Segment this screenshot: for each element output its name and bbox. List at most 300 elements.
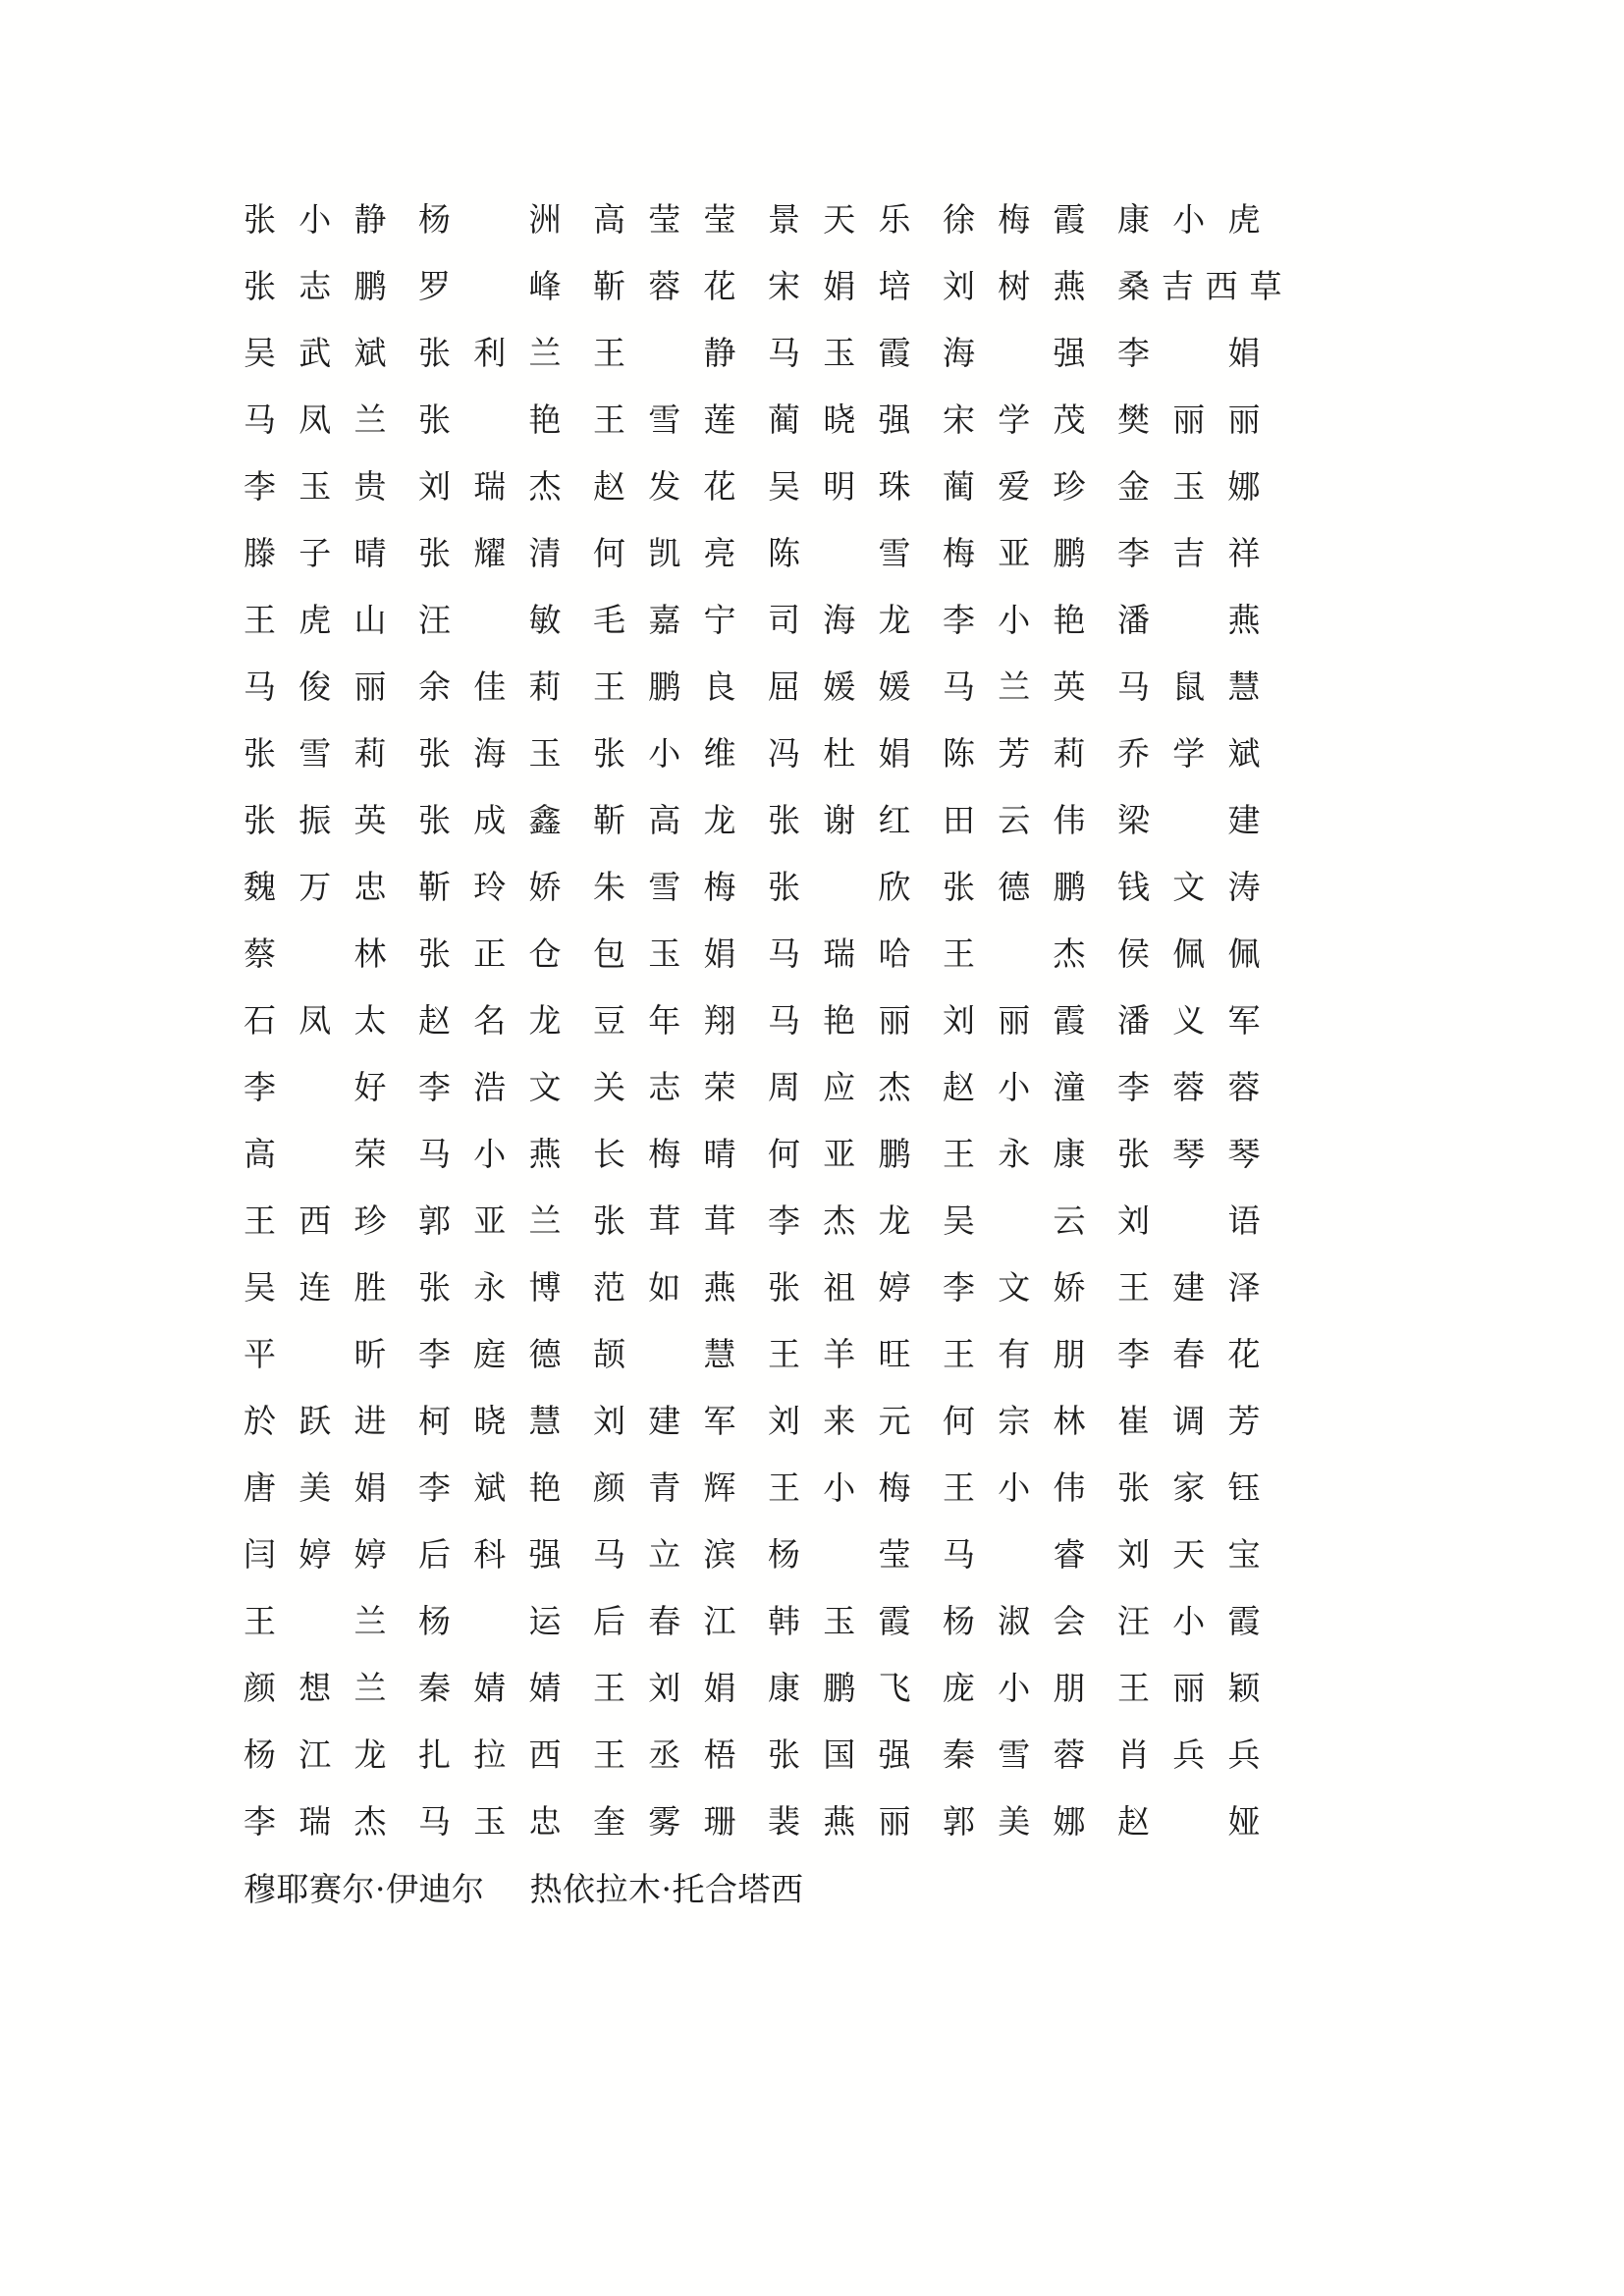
name-cell: [244, 1054, 418, 1121]
name-text: 豆年翔: [593, 1001, 736, 1040]
name-cell: [244, 1388, 418, 1455]
name-text: 赵名龙: [418, 1001, 562, 1040]
name-cell: [244, 721, 418, 787]
name-text: 赵娅: [1117, 1802, 1261, 1841]
name-text: 冯杜娟: [768, 734, 911, 773]
name-cell: [768, 1522, 943, 1588]
name-cell: [1117, 1588, 1294, 1655]
name-cell: [244, 1522, 418, 1588]
name-cell: [418, 1522, 593, 1588]
name-text: 肖兵兵: [1117, 1735, 1261, 1774]
name-text: 石凤太: [244, 1001, 387, 1040]
name-cell: [593, 1121, 768, 1188]
name-text: 唐美娟: [244, 1468, 387, 1507]
name-cell: [593, 1655, 768, 1722]
name-text: 马艳丽: [768, 1001, 911, 1040]
name-cell: [418, 454, 593, 520]
name-cell: [943, 1188, 1117, 1255]
name-cell: [418, 1789, 593, 1855]
name-text: 张海玉: [418, 734, 562, 773]
name-cell: [768, 787, 943, 854]
name-cell: [768, 988, 943, 1054]
table-row: [244, 1255, 1294, 1321]
name-text: 何宗林: [943, 1402, 1086, 1440]
name-cell: [943, 1522, 1117, 1588]
name-text: 范如燕: [593, 1268, 736, 1307]
name-cell: [943, 1388, 1117, 1455]
name-cell: [1117, 787, 1294, 854]
name-text: 朱雪梅: [593, 868, 736, 906]
name-text: 蔺晓强: [768, 400, 911, 439]
name-cell: [418, 587, 593, 654]
name-cell: [1117, 1388, 1294, 1455]
name-cell: [768, 454, 943, 520]
name-cell: [418, 1054, 593, 1121]
table-row: [244, 1054, 1294, 1121]
table-row: [244, 1522, 1294, 1588]
name-text: 潘燕: [1117, 601, 1261, 639]
name-text: 樊丽丽: [1117, 400, 1261, 439]
name-cell: [943, 587, 1117, 654]
name-cell: [1117, 1255, 1294, 1321]
name-text: 马玉霞: [768, 334, 911, 372]
name-cell: [768, 1388, 943, 1455]
name-cell: [244, 654, 418, 721]
name-text: 张小静: [244, 200, 387, 239]
name-text: 张茸茸: [593, 1201, 736, 1240]
name-text: 罗峰: [418, 267, 562, 305]
table-row-footer: [244, 1855, 1294, 1924]
name-text: 张振英: [244, 801, 387, 839]
name-cell: [1117, 387, 1294, 454]
table-row: [244, 1455, 1294, 1522]
name-text: 王建泽: [1117, 1268, 1261, 1307]
table-row: [244, 654, 1294, 721]
name-text: 高荣: [244, 1135, 387, 1173]
name-cell: [244, 1588, 418, 1655]
name-cell: [768, 654, 943, 721]
name-text: 李春花: [1117, 1335, 1261, 1373]
footer-names-cell: [244, 1855, 1294, 1924]
name-cell: [418, 387, 593, 454]
name-cell: [943, 520, 1117, 587]
name-text: 颉慧: [593, 1335, 736, 1373]
name-text: 秦雪蓉: [943, 1735, 1086, 1774]
name-cell: [593, 520, 768, 587]
name-text: 吴明珠: [768, 467, 911, 506]
name-text: 吴云: [943, 1201, 1086, 1240]
name-cell: [244, 1188, 418, 1255]
name-text: 李蓉蓉: [1117, 1068, 1261, 1106]
name-cell: [418, 854, 593, 921]
name-cell: [768, 187, 943, 253]
table-row: [244, 787, 1294, 854]
table-row: [244, 520, 1294, 587]
name-text: 田云伟: [943, 801, 1086, 839]
name-cell: [1117, 854, 1294, 921]
name-cell: [943, 1789, 1117, 1855]
name-cell: [244, 1455, 418, 1522]
name-cell: [593, 921, 768, 988]
table-row: [244, 1655, 1294, 1722]
name-cell: [943, 1255, 1117, 1321]
name-text: 颜青辉: [593, 1468, 736, 1507]
name-cell: [1117, 187, 1294, 253]
table-row: [244, 1121, 1294, 1188]
name-cell: [244, 454, 418, 520]
name-cell: [593, 253, 768, 320]
name-text: 潘义军: [1117, 1001, 1261, 1040]
name-text: 包玉娟: [593, 934, 736, 973]
name-cell: [593, 454, 768, 520]
name-text: 蔡林: [244, 934, 387, 973]
name-text: 张欣: [768, 868, 911, 906]
name-text: 宋娟培: [768, 267, 911, 305]
name-text: 梅亚鹏: [943, 534, 1086, 572]
name-text: 李斌艳: [418, 1468, 562, 1507]
name-cell: [418, 1722, 593, 1789]
name-text: 马玉忠: [418, 1802, 562, 1841]
name-text: 钱文涛: [1117, 868, 1261, 906]
name-text: 刘瑞杰: [418, 467, 562, 506]
name-text: 何凯亮: [593, 534, 736, 572]
name-cell: [1117, 1522, 1294, 1588]
name-cell: [593, 854, 768, 921]
name-text: 杨运: [418, 1602, 562, 1640]
name-text: 汪敏: [418, 601, 562, 639]
name-cell: [768, 1588, 943, 1655]
name-text: 赵小潼: [943, 1068, 1086, 1106]
table-row: [244, 587, 1294, 654]
name-text: 刘丽霞: [943, 1001, 1086, 1040]
name-cell: [593, 1255, 768, 1321]
name-text: 靳玲娇: [418, 868, 562, 906]
name-text: 张耀清: [418, 534, 562, 572]
name-text: 李文娇: [943, 1268, 1086, 1307]
name-cell: [1117, 1121, 1294, 1188]
name-text: 马鼠慧: [1117, 667, 1261, 706]
name-cell: [244, 1321, 418, 1388]
name-text: 靳高龙: [593, 801, 736, 839]
name-cell: [1117, 1789, 1294, 1855]
name-cell: [244, 587, 418, 654]
name-text: 海强: [943, 334, 1086, 372]
name-cell: [418, 787, 593, 854]
name-text: 梁建: [1117, 801, 1261, 839]
name-text: 李好: [244, 1068, 387, 1106]
name-text: 余佳莉: [418, 667, 562, 706]
table-row: [244, 1321, 1294, 1388]
table-row: [244, 721, 1294, 787]
table-row: [244, 387, 1294, 454]
name-cell: [593, 1588, 768, 1655]
name-cell: [593, 787, 768, 854]
name-cell: [768, 1255, 943, 1321]
table-row: [244, 1722, 1294, 1789]
name-cell: [418, 921, 593, 988]
name-cell: [418, 1121, 593, 1188]
name-text: 李吉祥: [1117, 534, 1261, 572]
name-text: 侯佩佩: [1117, 934, 1261, 973]
name-text: 扎拉西: [418, 1735, 562, 1774]
name-cell: [1117, 454, 1294, 520]
name-cell: [244, 921, 418, 988]
name-cell: [593, 1054, 768, 1121]
name-cell: [1117, 1054, 1294, 1121]
name-cell: [593, 320, 768, 387]
name-text: 张艳: [418, 400, 562, 439]
name-cell: [943, 921, 1117, 988]
table-row: [244, 1388, 1294, 1455]
name-cell: [1117, 320, 1294, 387]
name-text: 汪小霞: [1117, 1602, 1261, 1640]
name-text: 王雪莲: [593, 400, 736, 439]
name-cell: [244, 1789, 418, 1855]
name-cell: [1117, 1321, 1294, 1388]
name-text: 韩玉霞: [768, 1602, 911, 1640]
name-cell: [1117, 253, 1294, 320]
name-text: 李浩文: [418, 1068, 562, 1106]
name-text: 杨淑会: [943, 1602, 1086, 1640]
table-row: [244, 1789, 1294, 1855]
name-text: 毛嘉宁: [593, 601, 736, 639]
name-cell: [768, 1321, 943, 1388]
name-text: 马俊丽: [244, 667, 387, 706]
footer-name-2: 热依拉木·托合塔西: [529, 1870, 804, 1908]
name-text: 庞小朋: [943, 1669, 1086, 1707]
table-row: [244, 854, 1294, 921]
name-text: 金玉娜: [1117, 467, 1261, 506]
name-cell: [593, 988, 768, 1054]
name-text: 康小虎: [1117, 200, 1261, 239]
name-text: 高莹莹: [593, 200, 736, 239]
name-text: 李瑞杰: [244, 1802, 387, 1841]
name-cell: [768, 320, 943, 387]
name-text: 张家钰: [1117, 1468, 1261, 1507]
name-cell: [418, 520, 593, 587]
name-text: 周应杰: [768, 1068, 911, 1106]
name-cell: [943, 1455, 1117, 1522]
name-cell: [1117, 654, 1294, 721]
name-text: 赵发花: [593, 467, 736, 506]
name-text: 陈雪: [768, 534, 911, 572]
table-row: [244, 1588, 1294, 1655]
name-text: 张永博: [418, 1268, 562, 1307]
name-cell: [418, 253, 593, 320]
name-text: 郭美娜: [943, 1802, 1086, 1841]
name-roster-table: [244, 187, 1294, 1924]
name-text: 司海龙: [768, 601, 911, 639]
name-cell: [418, 1655, 593, 1722]
name-cell: [418, 187, 593, 253]
name-cell: [244, 187, 418, 253]
name-text: 张雪莉: [244, 734, 387, 773]
name-text: 王丞梧: [593, 1735, 736, 1774]
name-text: 李杰龙: [768, 1201, 911, 1240]
name-text: 陈芳莉: [943, 734, 1086, 773]
name-cell: [244, 253, 418, 320]
name-text: 於跃进: [244, 1402, 387, 1440]
name-cell: [768, 1789, 943, 1855]
name-text: 李庭德: [418, 1335, 562, 1373]
name-cell: [943, 988, 1117, 1054]
name-text: 滕子晴: [244, 534, 387, 572]
name-text: 桑吉西草: [1117, 267, 1282, 305]
name-text: 马小燕: [418, 1135, 562, 1173]
name-cell: [244, 854, 418, 921]
name-cell: [943, 854, 1117, 921]
name-text: 王西珍: [244, 1201, 387, 1240]
name-cell: [943, 253, 1117, 320]
name-text: 刘树燕: [943, 267, 1086, 305]
name-cell: [593, 1455, 768, 1522]
name-text: 王虎山: [244, 601, 387, 639]
table-row: [244, 253, 1294, 320]
name-cell: [943, 1321, 1117, 1388]
table-row: [244, 921, 1294, 988]
name-text: 魏万忠: [244, 868, 387, 906]
name-cell: [593, 654, 768, 721]
name-text: 杨洲: [418, 200, 562, 239]
name-cell: [943, 787, 1117, 854]
name-text: 李玉贵: [244, 467, 387, 506]
name-text: 后科强: [418, 1535, 562, 1574]
name-cell: [593, 721, 768, 787]
name-text: 马睿: [943, 1535, 1086, 1574]
name-text: 杨莹: [768, 1535, 911, 1574]
name-cell: [943, 320, 1117, 387]
name-text: 马瑞哈: [768, 934, 911, 973]
name-cell: [418, 1188, 593, 1255]
name-text: 何亚鹏: [768, 1135, 911, 1173]
name-cell: [1117, 1722, 1294, 1789]
table-row: [244, 988, 1294, 1054]
name-text: 吴连胜: [244, 1268, 387, 1307]
name-text: 后春江: [593, 1602, 736, 1640]
name-cell: [1117, 988, 1294, 1054]
table-row: [244, 187, 1294, 253]
name-cell: [768, 921, 943, 988]
name-text: 蔺爱珍: [943, 467, 1086, 506]
name-text: 李小艳: [943, 601, 1086, 639]
name-cell: [593, 1789, 768, 1855]
name-cell: [593, 187, 768, 253]
name-text: 王鹏良: [593, 667, 736, 706]
name-cell: [768, 253, 943, 320]
name-text: 王刘娟: [593, 1669, 736, 1707]
name-cell: [1117, 587, 1294, 654]
name-text: 王羊旺: [768, 1335, 911, 1373]
name-text: 吴武斌: [244, 334, 387, 372]
name-text: 柯晓慧: [418, 1402, 562, 1440]
table-row: [244, 454, 1294, 520]
name-cell: [418, 654, 593, 721]
name-text: 徐梅霞: [943, 200, 1086, 239]
name-text: 秦婧婧: [418, 1669, 562, 1707]
name-cell: [1117, 1188, 1294, 1255]
name-cell: [418, 721, 593, 787]
name-cell: [943, 387, 1117, 454]
name-text: 靳蓉花: [593, 267, 736, 305]
name-text: 刘天宝: [1117, 1535, 1261, 1574]
name-cell: [943, 1121, 1117, 1188]
name-text: 张祖婷: [768, 1268, 911, 1307]
name-text: 颜想兰: [244, 1669, 387, 1707]
table-row: [244, 320, 1294, 387]
name-text: 刘来元: [768, 1402, 911, 1440]
name-roster-body: [244, 187, 1294, 1924]
name-text: 乔学斌: [1117, 734, 1261, 773]
name-text: 王兰: [244, 1602, 387, 1640]
name-cell: [943, 1588, 1117, 1655]
name-cell: [244, 520, 418, 587]
name-cell: [768, 854, 943, 921]
name-cell: [768, 721, 943, 787]
name-text: 张德鹏: [943, 868, 1086, 906]
name-text: 王杰: [943, 934, 1086, 973]
name-text: 张琴琴: [1117, 1135, 1261, 1173]
name-cell: [593, 1388, 768, 1455]
footer-name-1: 穆耶赛尔·伊迪尔: [244, 1870, 485, 1908]
name-cell: [593, 1522, 768, 1588]
name-text: 张正仓: [418, 934, 562, 973]
name-text: 景天乐: [768, 200, 911, 239]
name-text: 张成鑫: [418, 801, 562, 839]
name-cell: [244, 1121, 418, 1188]
name-text: 马兰英: [943, 667, 1086, 706]
name-cell: [943, 654, 1117, 721]
name-cell: [768, 1188, 943, 1255]
name-text: 康鹏飞: [768, 1669, 911, 1707]
name-text: 郭亚兰: [418, 1201, 562, 1240]
name-text: 张小维: [593, 734, 736, 773]
name-text: 闫婷婷: [244, 1535, 387, 1574]
name-cell: [244, 787, 418, 854]
name-cell: [1117, 1655, 1294, 1722]
name-cell: [943, 454, 1117, 520]
name-text: 关志荣: [593, 1068, 736, 1106]
name-text: 奎雾珊: [593, 1802, 736, 1841]
name-text: 平昕: [244, 1335, 387, 1373]
name-text: 刘语: [1117, 1201, 1261, 1240]
name-cell: [768, 1722, 943, 1789]
name-text: 长梅晴: [593, 1135, 736, 1173]
name-text: 张国强: [768, 1735, 911, 1774]
name-text: 李娟: [1117, 334, 1261, 372]
name-cell: [943, 1655, 1117, 1722]
name-text: 裴燕丽: [768, 1802, 911, 1841]
name-cell: [1117, 721, 1294, 787]
name-text: 张志鹏: [244, 267, 387, 305]
table-row: [244, 1188, 1294, 1255]
name-cell: [418, 1321, 593, 1388]
name-cell: [768, 587, 943, 654]
name-cell: [244, 320, 418, 387]
name-cell: [943, 1054, 1117, 1121]
name-cell: [418, 1588, 593, 1655]
name-cell: [768, 1054, 943, 1121]
name-cell: [418, 320, 593, 387]
name-cell: [593, 387, 768, 454]
name-text: 王有朋: [943, 1335, 1086, 1373]
name-cell: [244, 1255, 418, 1321]
name-cell: [768, 1121, 943, 1188]
name-text: 刘建军: [593, 1402, 736, 1440]
name-text: 马凤兰: [244, 400, 387, 439]
name-text: 王静: [593, 334, 736, 372]
name-cell: [593, 1321, 768, 1388]
name-cell: [418, 988, 593, 1054]
